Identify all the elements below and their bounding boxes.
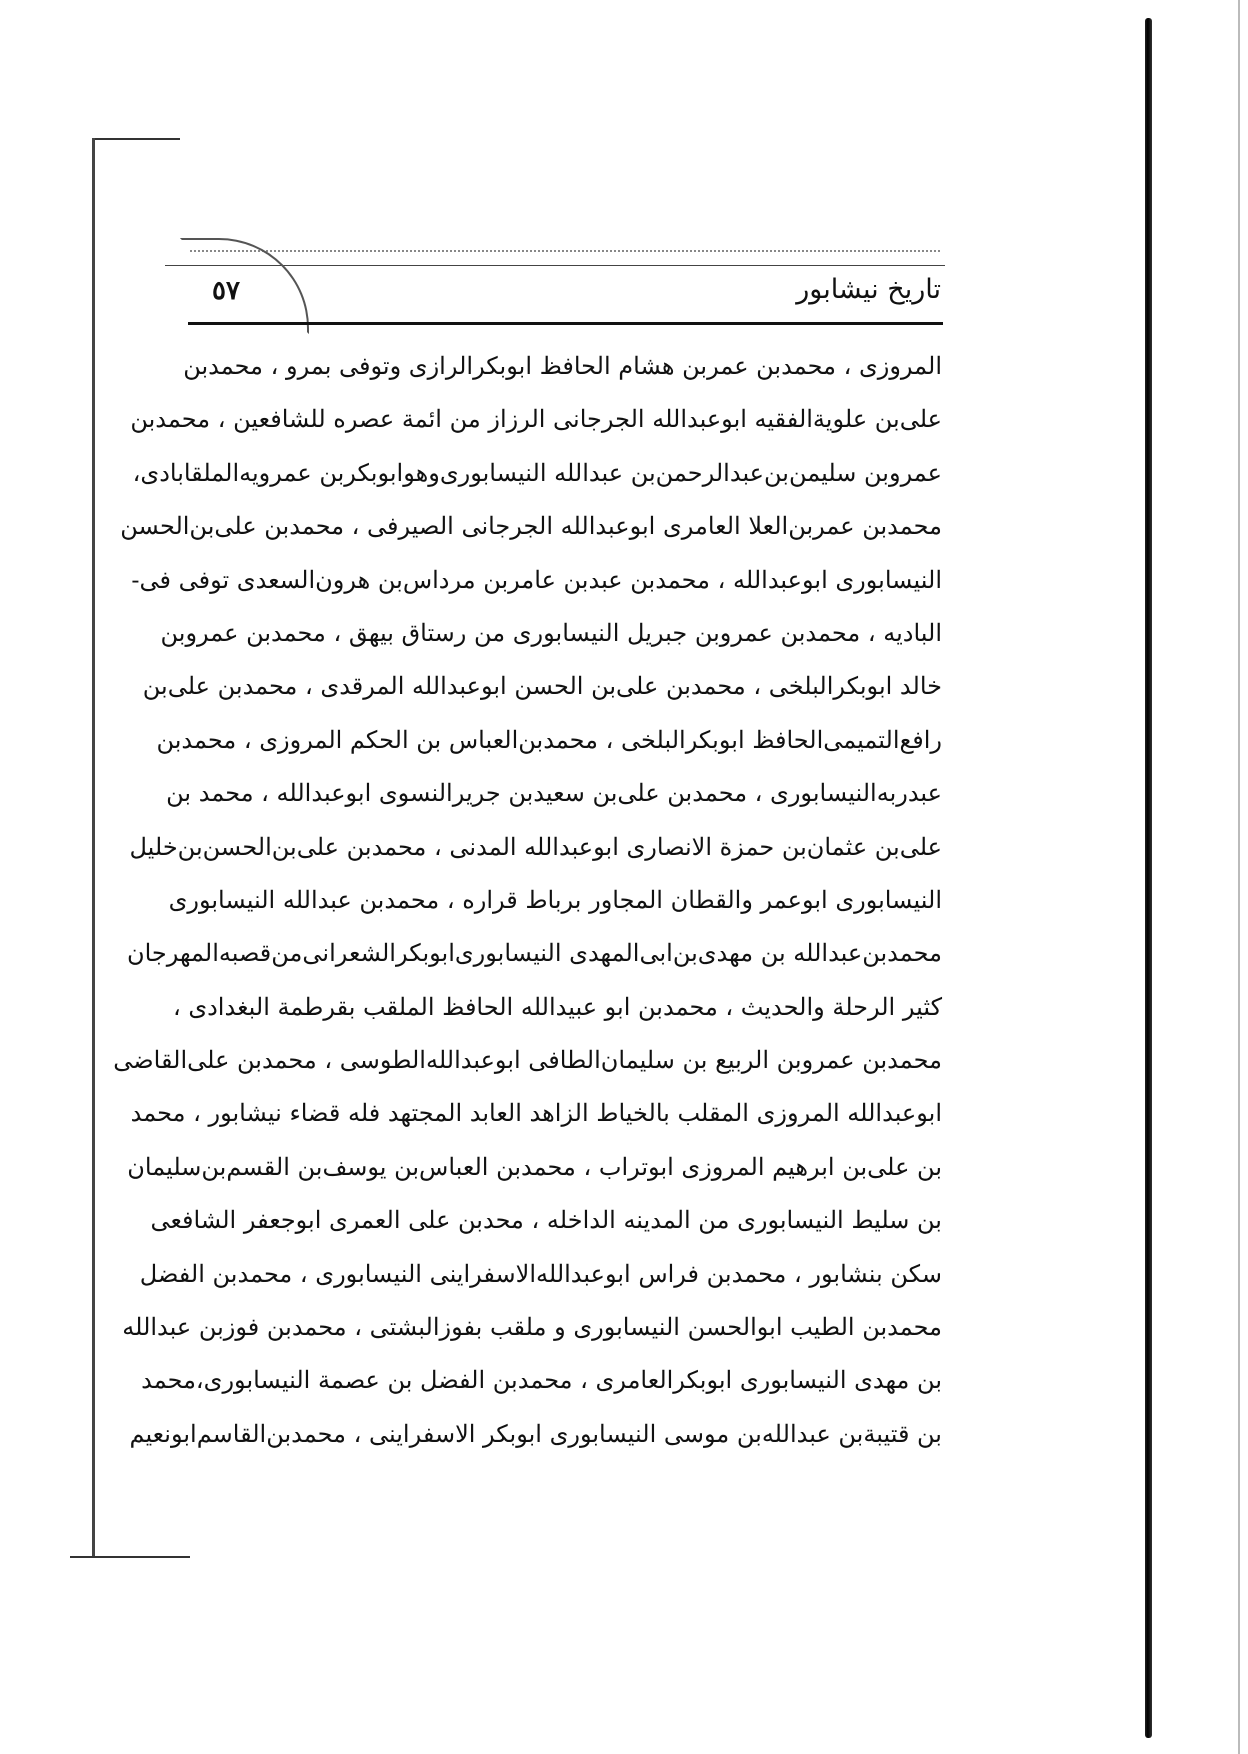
text-line: بن مهدى النيسابورى ابوبكرالعامرى ، محمدبن الفضل بن عصمة النيسابورى،محمد [141,1366,942,1395]
page-header [186,268,941,320]
body-text [113,340,942,1461]
scan-dotted-line [190,250,940,252]
text-line: محمدبن عمروبن الربيع بن سليمان‌الطافى ابوعبدالله‌الطوسى ، محمدبن على‌القاضى [113,1046,942,1075]
text-line: النيسابورى ابوعمر والقطان المجاور برباط قراره ، محمدبن عبدالله النيسابورى [168,885,942,914]
book-spine-shadow [1145,18,1152,1738]
text-line: النيسابورى ابوعبدالله ، محمدبن عبدبن عامربن مرداس‌بن هرون‌السعدى توفى فى- [131,565,942,594]
scan-margin-mark-top [92,138,180,140]
text-line: ابوعبدالله المروزى المقلب بالخياط الزاهد العابد المجتهد فله قضاء نيشابور ، محمد [130,1099,942,1128]
scan-margin-mark-left [92,138,95,1558]
text-line: بن قتيبة‌بن عبدالله‌بن موسى النيسابورى ابوبكر الاسفراينى ، محمدبن‌القاسم‌ابونعيم [129,1419,942,1448]
text-line: على‌بن علويةالفقيه ابوعبدالله الجرجانى الرزاز من ائمة عصره للشافعين ، محمدبن [130,405,942,434]
text-line: عمروبن سليمن‌بن‌عبدالرحمن‌بن عبدالله النيسابورى‌وهوابوبكربن عمرويه‌الملقابادى، [132,458,942,487]
scan-margin-mark-bottom [70,1556,190,1558]
text-line: محمدبن‌عبدالله بن مهدى‌بن‌ابى‌المهدى النيسابورى‌ابوبكرالشعرانى‌من‌قصبه‌المهرجان [126,939,942,968]
text-line: بن سليط النيسابورى من المدينه الداخله ، محدبن على العمرى ابوجعفر الشافعى [150,1206,942,1235]
text-line: محمدبن الطيب ابوالحسن النيسابورى و ملقب بفوزالبشتى ، محمدبن فوزبن عبدالله [122,1313,942,1342]
text-line: الباديه ، محمدبن عمروبن جبريل النيسابورى من رستاق بيهق ، محمدبن عمروبن [160,618,942,647]
text-line: كثير الرحلة والحديث ، محمدبن ابو عبيدالله الحافظ الملقب بقرطمة البغدادى ، [172,992,942,1021]
text-line: عبدربه‌النيسابورى ، محمدبن على‌بن سعيدبن جريرالنسوى ابوعبدالله ، محمد بن [166,779,942,808]
running-title: تاريخ نيشابور [796,274,941,305]
text-line: خالد ابوبكرالبلخى ، محمدبن على‌بن الحسن ابوعبدالله المرقدى ، محمدبن على‌بن [142,672,942,701]
text-line: محمدبن عمربن‌العلا العامرى ابوعبدالله الجرجانى الصيرفى ، محمدبن على‌بن‌الحسن [120,512,942,541]
text-line: سكن بنشابور ، محمدبن فراس ابوعبدالله‌الاسفراينى النيسابورى ، محمدبن الفضل [139,1259,942,1288]
text-line: رافع‌التميمى‌الحافظ ابوبكرالبلخى ، محمدبن‌العباس بن الحكم المروزى ، محمدبن [156,725,942,754]
text-line: المروزى ، محمدبن عمربن هشام الحافظ ابوبكرالرازى وتوفى بمرو ، محمدبن [183,352,942,380]
text-line: على‌بن عثمان‌بن حمزة الانصارى ابوعبدالله المدنى ، محمدبن على‌بن‌الحسن‌بن‌خليل [129,832,942,861]
text-line: بن على‌بن ابرهيم المروزى ابوتراب ، محمدبن العباس‌بن يوسف‌بن القسم‌بن‌سليمان [127,1152,942,1181]
page-number: ٥٧ [212,276,240,306]
header-rule [188,322,943,325]
page-edge [1238,0,1240,1754]
